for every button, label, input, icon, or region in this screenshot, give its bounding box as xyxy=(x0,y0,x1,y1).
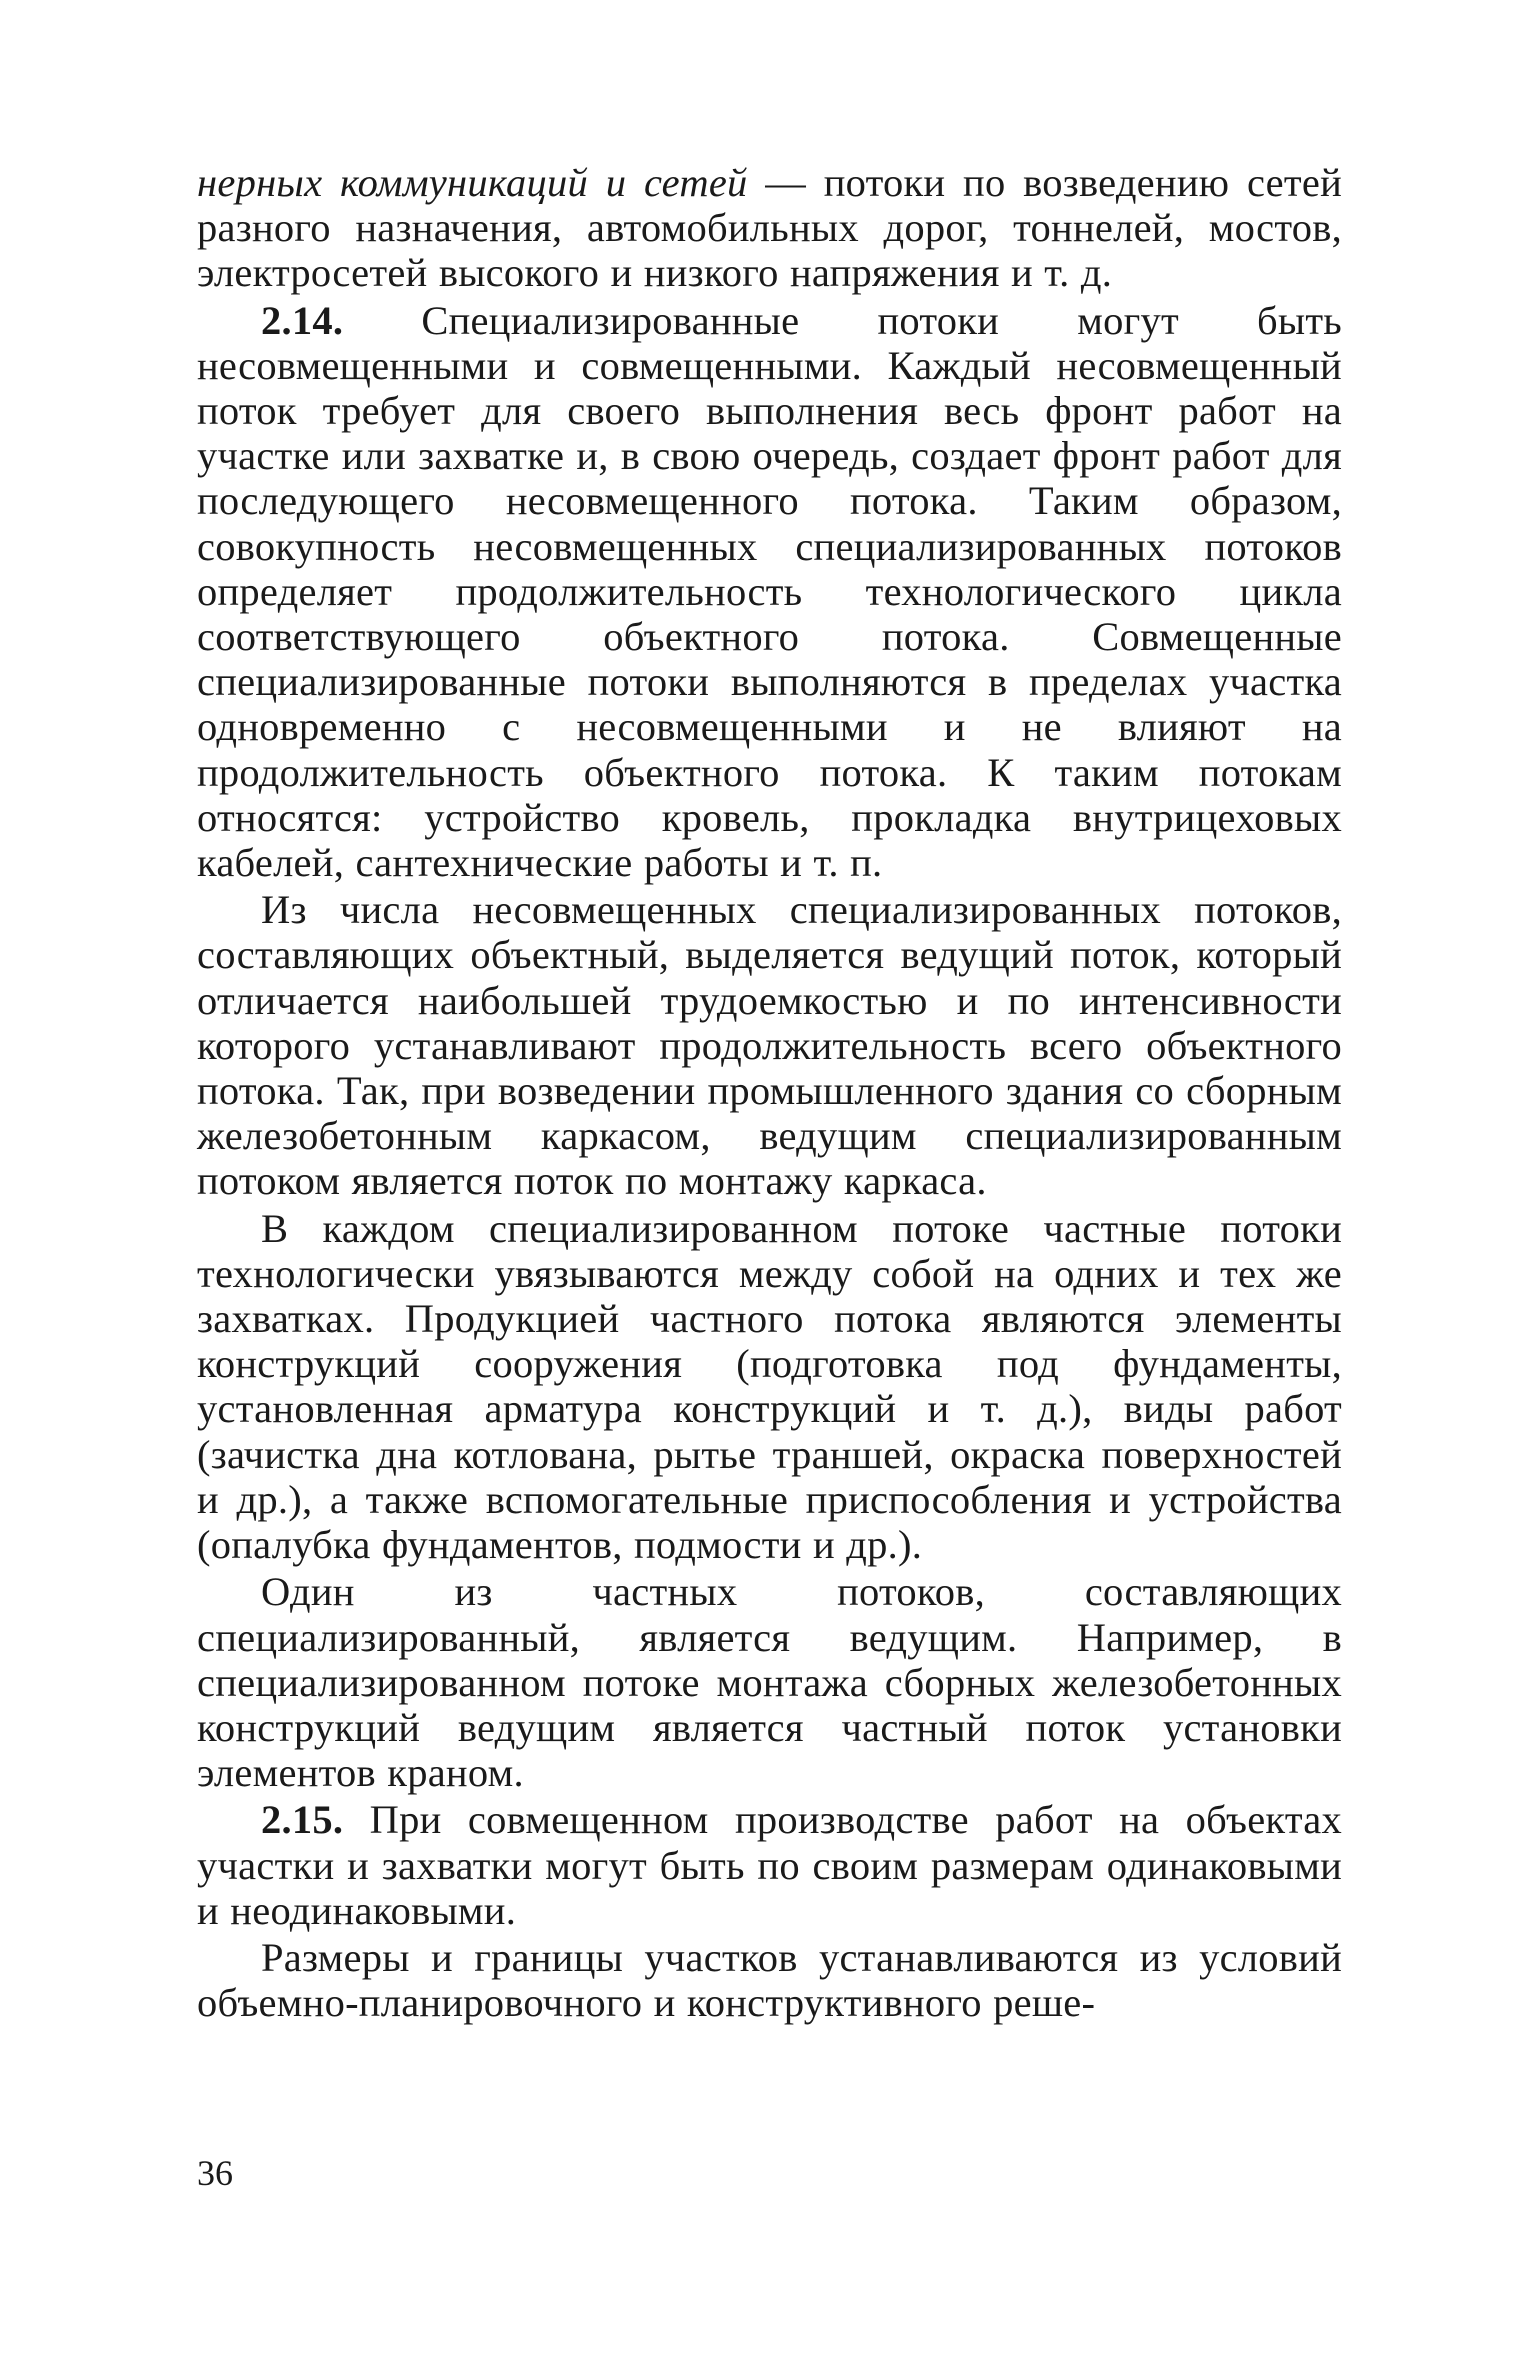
paragraph-partial-flows xyxy=(197,1206,1342,1568)
paragraph-section-2-14 xyxy=(197,298,1342,886)
paragraph-section-boundaries xyxy=(197,1935,1342,2025)
page-number: 36 xyxy=(197,2153,233,2193)
paragraph-text: Один из частных потоков, составляющих специализированный, является ведущим. Например, в специализированном потоке монтажа сборных железобетонных конструкций ведущим является частный поток установки элементов краном. xyxy=(197,1569,1342,1796)
paragraph-text: Размеры и границы участков устанавливаются из условий объемно-планировочного и конструктивного реше- xyxy=(197,1934,1342,2026)
paragraph-leading-flow xyxy=(197,887,1342,1203)
italic-term: нерных коммуникаций и сетей xyxy=(197,160,748,205)
paragraph-text: Из числа несовмещенных специализированных потоков, составляющих объектный, выделяется ведущий поток, который отличается наибольшей трудоемкостью и по интенсивности которого устанавливают продолжительность всего объектного потока. Так, при возведении промышленного здания со сборным железобетонным каркасом, ведущим специализированным потоком является поток по монтажу каркаса. xyxy=(197,887,1342,1204)
section-number: 2.15. xyxy=(261,1797,344,1843)
section-number: 2.14. xyxy=(261,297,344,343)
paragraph-leading-partial-flow xyxy=(197,1569,1342,1795)
paragraph-text: В каждом специализированном потоке частные потоки технологически увязываются между собой на одних и тех же захватках. Продукцией частного потока являются элементы конструкций сооружения (подготовка под фундаменты, установленная арматура конструкций и т. д.), виды работ (зачистка дна котлована, рытье траншей, окраска поверхностей и др.), а также вспомогательные приспособления и устройства (опалубка фундаментов, подмости и др.). xyxy=(197,1205,1342,1568)
paragraph-section-2-15 xyxy=(197,1797,1342,1933)
paragraph-text: При совмещенном производстве работ на объектах участки и захватки могут быть по своим размерам одинаковыми и неодинаковыми. xyxy=(197,1797,1342,1933)
paragraph-text: — потоки по возведению сетей разного назначения, автомобильных дорог, тоннелей, мостов, электросетей высокого и низкого напряжения и т. д. xyxy=(197,160,1343,296)
paragraph-text: Специализированные потоки могут быть несовмещенными и совмещенными. Каждый несовмещенный поток требует для своего выполнения весь фронт работ на участке или захватке и, в свою очередь, создает фронт работ для последующего несовмещенного потока. Таким образом, совокупность несовмещенных специализированных потоков определяет продолжительность технологического цикла соответствующего объектного потока. Совмещенные специализированные потоки выполняются в пределах участка одновременно с несовмещенными и не влияют на продолжительность объектного потока. К таким потокам относятся: устройство кровель, прокладка внутрицеховых кабелей, сантехнические работы и т. п. xyxy=(197,297,1342,886)
page-body xyxy=(197,160,1342,2025)
paragraph-continuation xyxy=(197,160,1342,296)
